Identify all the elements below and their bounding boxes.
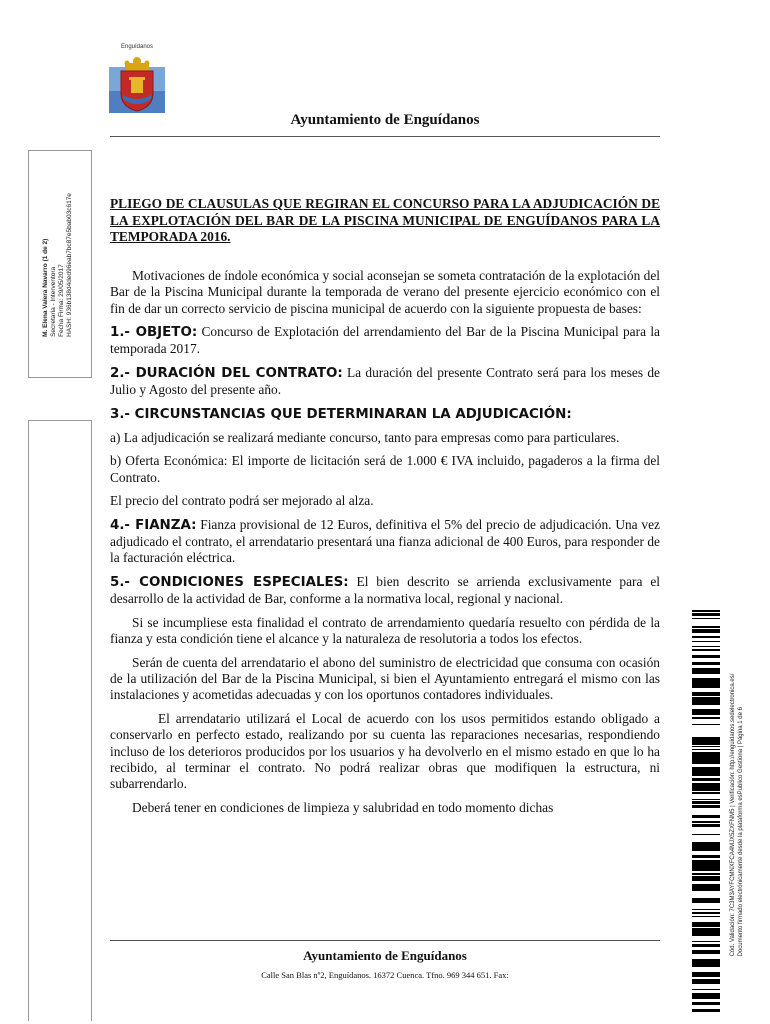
signer-name: M. Elena Valera Navarro (1 de 2) <box>42 238 49 337</box>
section-objeto <box>110 324 660 358</box>
header-divider <box>110 136 660 137</box>
section-text: El bien descrito se arrienda exclusivamente para el desarrollo de la actividad de Bar, conforme a la normativa local, regional y nacional. <box>110 573 660 607</box>
paragraph-4: Deberá tener en condiciones de limpieza y salubridad en todo momento dichas <box>132 799 554 815</box>
platform-note: Documento firmado electrónicamente desde la plataforma esPublico Gestiona | Página 1 de 6 <box>738 707 744 957</box>
signature-hash: HASH: 936b138d4ded96eab7bc87e5bab03c617e <box>66 193 73 337</box>
validation-barcode <box>692 610 720 1015</box>
section-text: Fianza provisional de 12 Euros, definitiva el 5% del precio de adjudicación. Una vez adjudicado el contrato, el arrendatario presentará una fianza adicional de 400 Euros, para responder de la facturación eléctrica. <box>110 516 660 566</box>
paragraph-1: Si se incumpliese esta finalidad el contrato de arrendamiento quedaría resuelto con pérdida de la fianza y esta condición tiene el alcance y la naturaleza de resolutoria a todos los efectos. <box>110 614 660 647</box>
side-signature <box>42 193 74 337</box>
section-condiciones <box>110 574 660 608</box>
signer-role: Secretaria - Interventora <box>50 266 57 337</box>
side-verification <box>729 674 745 957</box>
footer-title: Ayuntamiento de Enguídanos <box>303 948 467 963</box>
margin-box <box>28 420 92 1021</box>
header-title: Ayuntamiento de Enguídanos <box>290 112 480 128</box>
section-circunstancias <box>110 406 660 423</box>
municipal-logo <box>108 44 166 113</box>
section-duracion <box>110 365 660 399</box>
section-heading: 4.- FIANZA: <box>110 517 197 533</box>
validation-code: Cód. Validación: 7C3M3AYFCMNXFCA4MJX5ZXFNM5 | Verificación: http://enguidanos.sedelectronica.es/ <box>730 673 736 957</box>
section-heading: 2.- DURACIÓN DEL CONTRATO: <box>110 365 343 381</box>
document-body <box>110 196 660 816</box>
coat-of-arms-icon <box>109 53 165 113</box>
clause-b: b) Oferta Económica: El importe de licitación será de 1.000 € IVA incluido, pagaderos a la firma del Contrato. <box>110 453 660 485</box>
signature-date: Fecha Firma: 29/05/2017 <box>58 264 65 337</box>
logo-label: Enguídanos <box>120 44 154 50</box>
paragraph-3: El arrendatario utilizará el Local de acuerdo con los usos permitidos estando obligado a conservarlo en perfecto estado, realizando por su cuenta las reparaciones necesarias, respondiendo incluso de los deterioros producidos por los usuarios y ha devolverlo en el mismo estado en que lo ha recibido, al terminar el contrato. No podrá realizar obras que modifiquen la estructura, ni subarrendarlo. <box>110 710 660 792</box>
section-text: Concurso de Explotación del arrendamiento del Bar de la Piscina Municipal para la temporada 2017. <box>110 324 660 357</box>
clause-a: a) La adjudicación se realizará mediante concurso, tanto para empresas como para particulares. <box>110 430 620 446</box>
intro-paragraph: Motivaciones de índole económica y social aconsejan se someta contratación de la explotación del Bar de la Piscina Municipal durante la temporada de verano del presente ejercicio económico con el fin de dar un correcto servicio de piscina municipal de acuerdo con la siguiente propuesta de bases: <box>110 267 660 316</box>
footer-address: Calle San Blas nº2, Enguídanos. 16372 Cuenca. Tfno. 969 344 651. Fax: <box>261 970 509 980</box>
section-heading: 1.- OBJETO: <box>110 325 198 340</box>
section-heading: 5.- CONDICIONES ESPECIALES: <box>110 574 349 590</box>
footer-divider <box>110 940 660 941</box>
section-heading: 3.- CIRCUNSTANCIAS QUE DETERMINARAN LA ADJUDICACIÓN: <box>110 406 572 422</box>
section-text: La duración del presente Contrato será para los meses de Julio y Agosto del presente año. <box>110 364 660 398</box>
clause-price: El precio del contrato podrá ser mejorado al alza. <box>110 493 374 509</box>
document-title: PLIEGO DE CLAUSULAS QUE REGIRAN EL CONCURSO PARA LA ADJUDICACIÓN DE LA EXPLOTACIÓN DEL BAR DE LA PISCINA MUNICIPAL DE ENGUÍDANOS PARA LA TEMPORADA 2016. <box>110 196 660 245</box>
paragraph-2: Serán de cuenta del arrendatario el abono del suministro de electricidad que consuma con ocasión de la utilización del Bar de la Piscina Municipal, si bien el Ayuntamiento entregará el mismo con las instalaciones y acometidas adecuadas y con los oportunos contadores individuales. <box>110 654 660 703</box>
section-fianza <box>110 517 660 567</box>
